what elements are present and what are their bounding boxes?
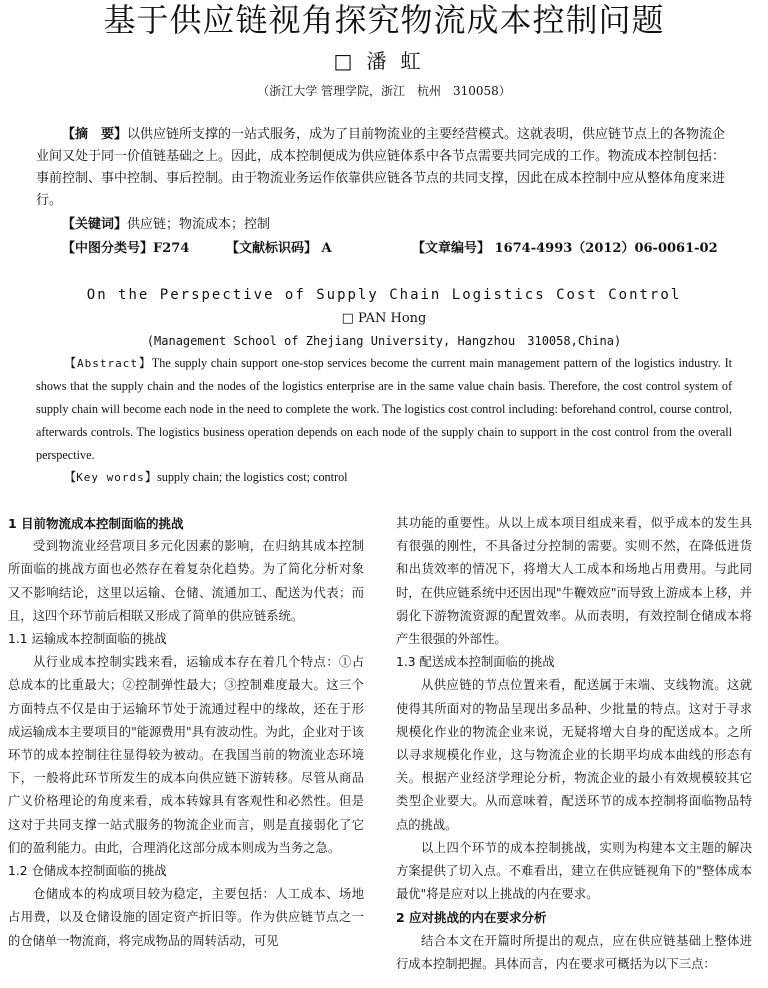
- english-title: On the Perspective of Supply Chain Logistics Cost Control: [86, 287, 682, 303]
- author-name: □潘虹: [333, 49, 435, 73]
- keywords-zh-text: 供应链；物流成本；控制: [127, 217, 271, 232]
- paragraph: 从行业成本控制实践来看，运输成本存在着几个特点：①占总成本的比重最大；②控制弹性最大；③控制难度最大。这三个方面特点不仅是由于运输环节处于流通过程中的缘故，还在于形成运输成本主要项目的"能源费用"具有波动性。为此，企业对于该环节的成本控制往往显得较为被动。在我国当前的物流业态环境下，一般将此环节所发生的成本向供应链下游转移。尽管从商品广义价格理论的角度来看，成本转嫁具有客观性和必然性。但是这对于共同支撑一站式服务的物流企业而言，则是直接弱化了它们的盈利能力。由此，合理消化这部分成本则成为当务之急。: [8, 655, 364, 855]
- paragraph: 仓储成本的构成项目较为稳定，主要包括：人工成本、场地占用费，以及仓储设施的固定资产折旧等。作为供应链节点之一的仓储单一物流商，将完成物品的周转活动，可见: [8, 887, 364, 948]
- paragraph: 从供应链的节点位置来看，配送属于末端、支线物流。这就使得其所面对的物品呈现出多品种、少批量的特点。这对于寻求规模化作业的物流企业来说，无疑将增大自身的配送成本。之所以寻求规模化作业，这与物流企业的长期平均成本曲线的形态有关。根据产业经济学理论分析，物流企业的最小有效规模较其它类型企业要大。从而意味着，配送环节的成本控制将面临物品特点的挑战。: [396, 678, 752, 832]
- paragraph-continued: 其功能的重要性。从以上成本项目组成来看，似乎成本的发生具有很强的刚性，不具备过分控制的需要。实则不然，在降低进货和出货效率的情况下，将增大人工成本和场地占用费用。与此同时，在供应链系统中还因出现"牛鞭效应"而导致上游成本上移，并弱化下游物流资源的配置效率。从而表明，有效控制仓储成本将产生很强的外部性。: [396, 516, 752, 647]
- subsection-heading: 1.1 运输成本控制面临的挑战: [8, 632, 167, 647]
- keywords-zh: [36, 214, 732, 236]
- section-heading: 2 应对挑战的内在要求分析: [396, 910, 547, 926]
- keywords-en: [64, 466, 348, 489]
- document-code: 【文献标识码】 A: [226, 241, 332, 256]
- abstract-en-bracket-open: 【: [64, 356, 77, 370]
- abstract-en-bracket-close: 】: [137, 356, 152, 370]
- article-number: 【文章编号】 1674-4993（2012）06-0061-02: [412, 241, 718, 256]
- clc-number: 【中图分类号】F274: [62, 241, 190, 256]
- right-column: [396, 512, 752, 976]
- left-column: [8, 512, 364, 953]
- abstract-en-label: Abstract: [77, 357, 138, 370]
- keywords-en-bracket-close: 】: [144, 470, 157, 484]
- english-affiliation: (Management School of Zhejiang University, Hangzhou 310058,China): [146, 334, 622, 348]
- paragraph: 结合本文在开篇时所提出的观点，应在供应链基础上整体进行成本控制把握。具体而言，内在要求可概括为以下三点：: [396, 933, 752, 971]
- subsection-heading: 1.2 仓储成本控制面临的挑战: [8, 864, 167, 879]
- abstract-zh-text: 以供应链所支撑的一站式服务，成为了目前物流业的主要经营模式。这就表明，供应链节点上的各物流企业间又处于同一价值链基础之上。因此，成本控制便成为供应链体系中各节点需要共同完成的工作。物流成本控制包括：事前控制、事中控制、事后控制。由于物流业务运作依靠供应链各节点的共同支撑，因此在成本控制中应从整体角度来进行。: [36, 127, 726, 208]
- paper-title: 基于供应链视角探究物流成本控制问题: [103, 1, 665, 39]
- author-affiliation: （浙江大学 管理学院，浙江 杭州 310058）: [257, 84, 511, 98]
- english-author: □ PAN Hong: [341, 311, 427, 326]
- abstract-en: [36, 352, 732, 467]
- keywords-zh-label: 【关键词】: [62, 217, 128, 232]
- keywords-en-text: supply chain; the logistics cost; control: [156, 470, 348, 484]
- abstract-zh-label: 【摘 要】: [62, 127, 128, 142]
- keywords-en-label: Key words: [76, 471, 145, 484]
- subsection-heading: 1.3 配送成本控制面临的挑战: [396, 655, 555, 670]
- paragraph: 受到物流业经营项目多元化因素的影响，在归纳其成本控制所面临的挑战方面也必然存在着复杂化趋势。为了简化分析对象又不影响结论，这里以运输、仓储、流通加工、配送为代表；而且，这四个环节前后相联又形成了简单的供应链系统。: [8, 539, 364, 623]
- paragraph: 以上四个环节的成本控制挑战，实则为构建本文主题的解决方案提供了切入点。不难看出，建立在供应链视角下的"整体成本最优"将是应对以上挑战的内在要求。: [396, 840, 752, 902]
- keywords-en-bracket-open: 【: [64, 470, 77, 484]
- abstract-en-text: The supply chain support one-stop services become the current main management pattern of the logistics industry. It shows that the supply chain and the nodes of the logistics enterprise are in the same value chain basis. Therefore, the cost control system of supply chain will become each node in the need to complete the work. The logistics cost control including: beforehand control, course control, afterwards controls. The logistics business operation depends on each node of the supply chain to support in the cost control from the overall perspective.: [36, 356, 733, 462]
- abstract-zh: [36, 124, 732, 212]
- section-heading: 1 目前物流成本控制面临的挑战: [8, 516, 184, 531]
